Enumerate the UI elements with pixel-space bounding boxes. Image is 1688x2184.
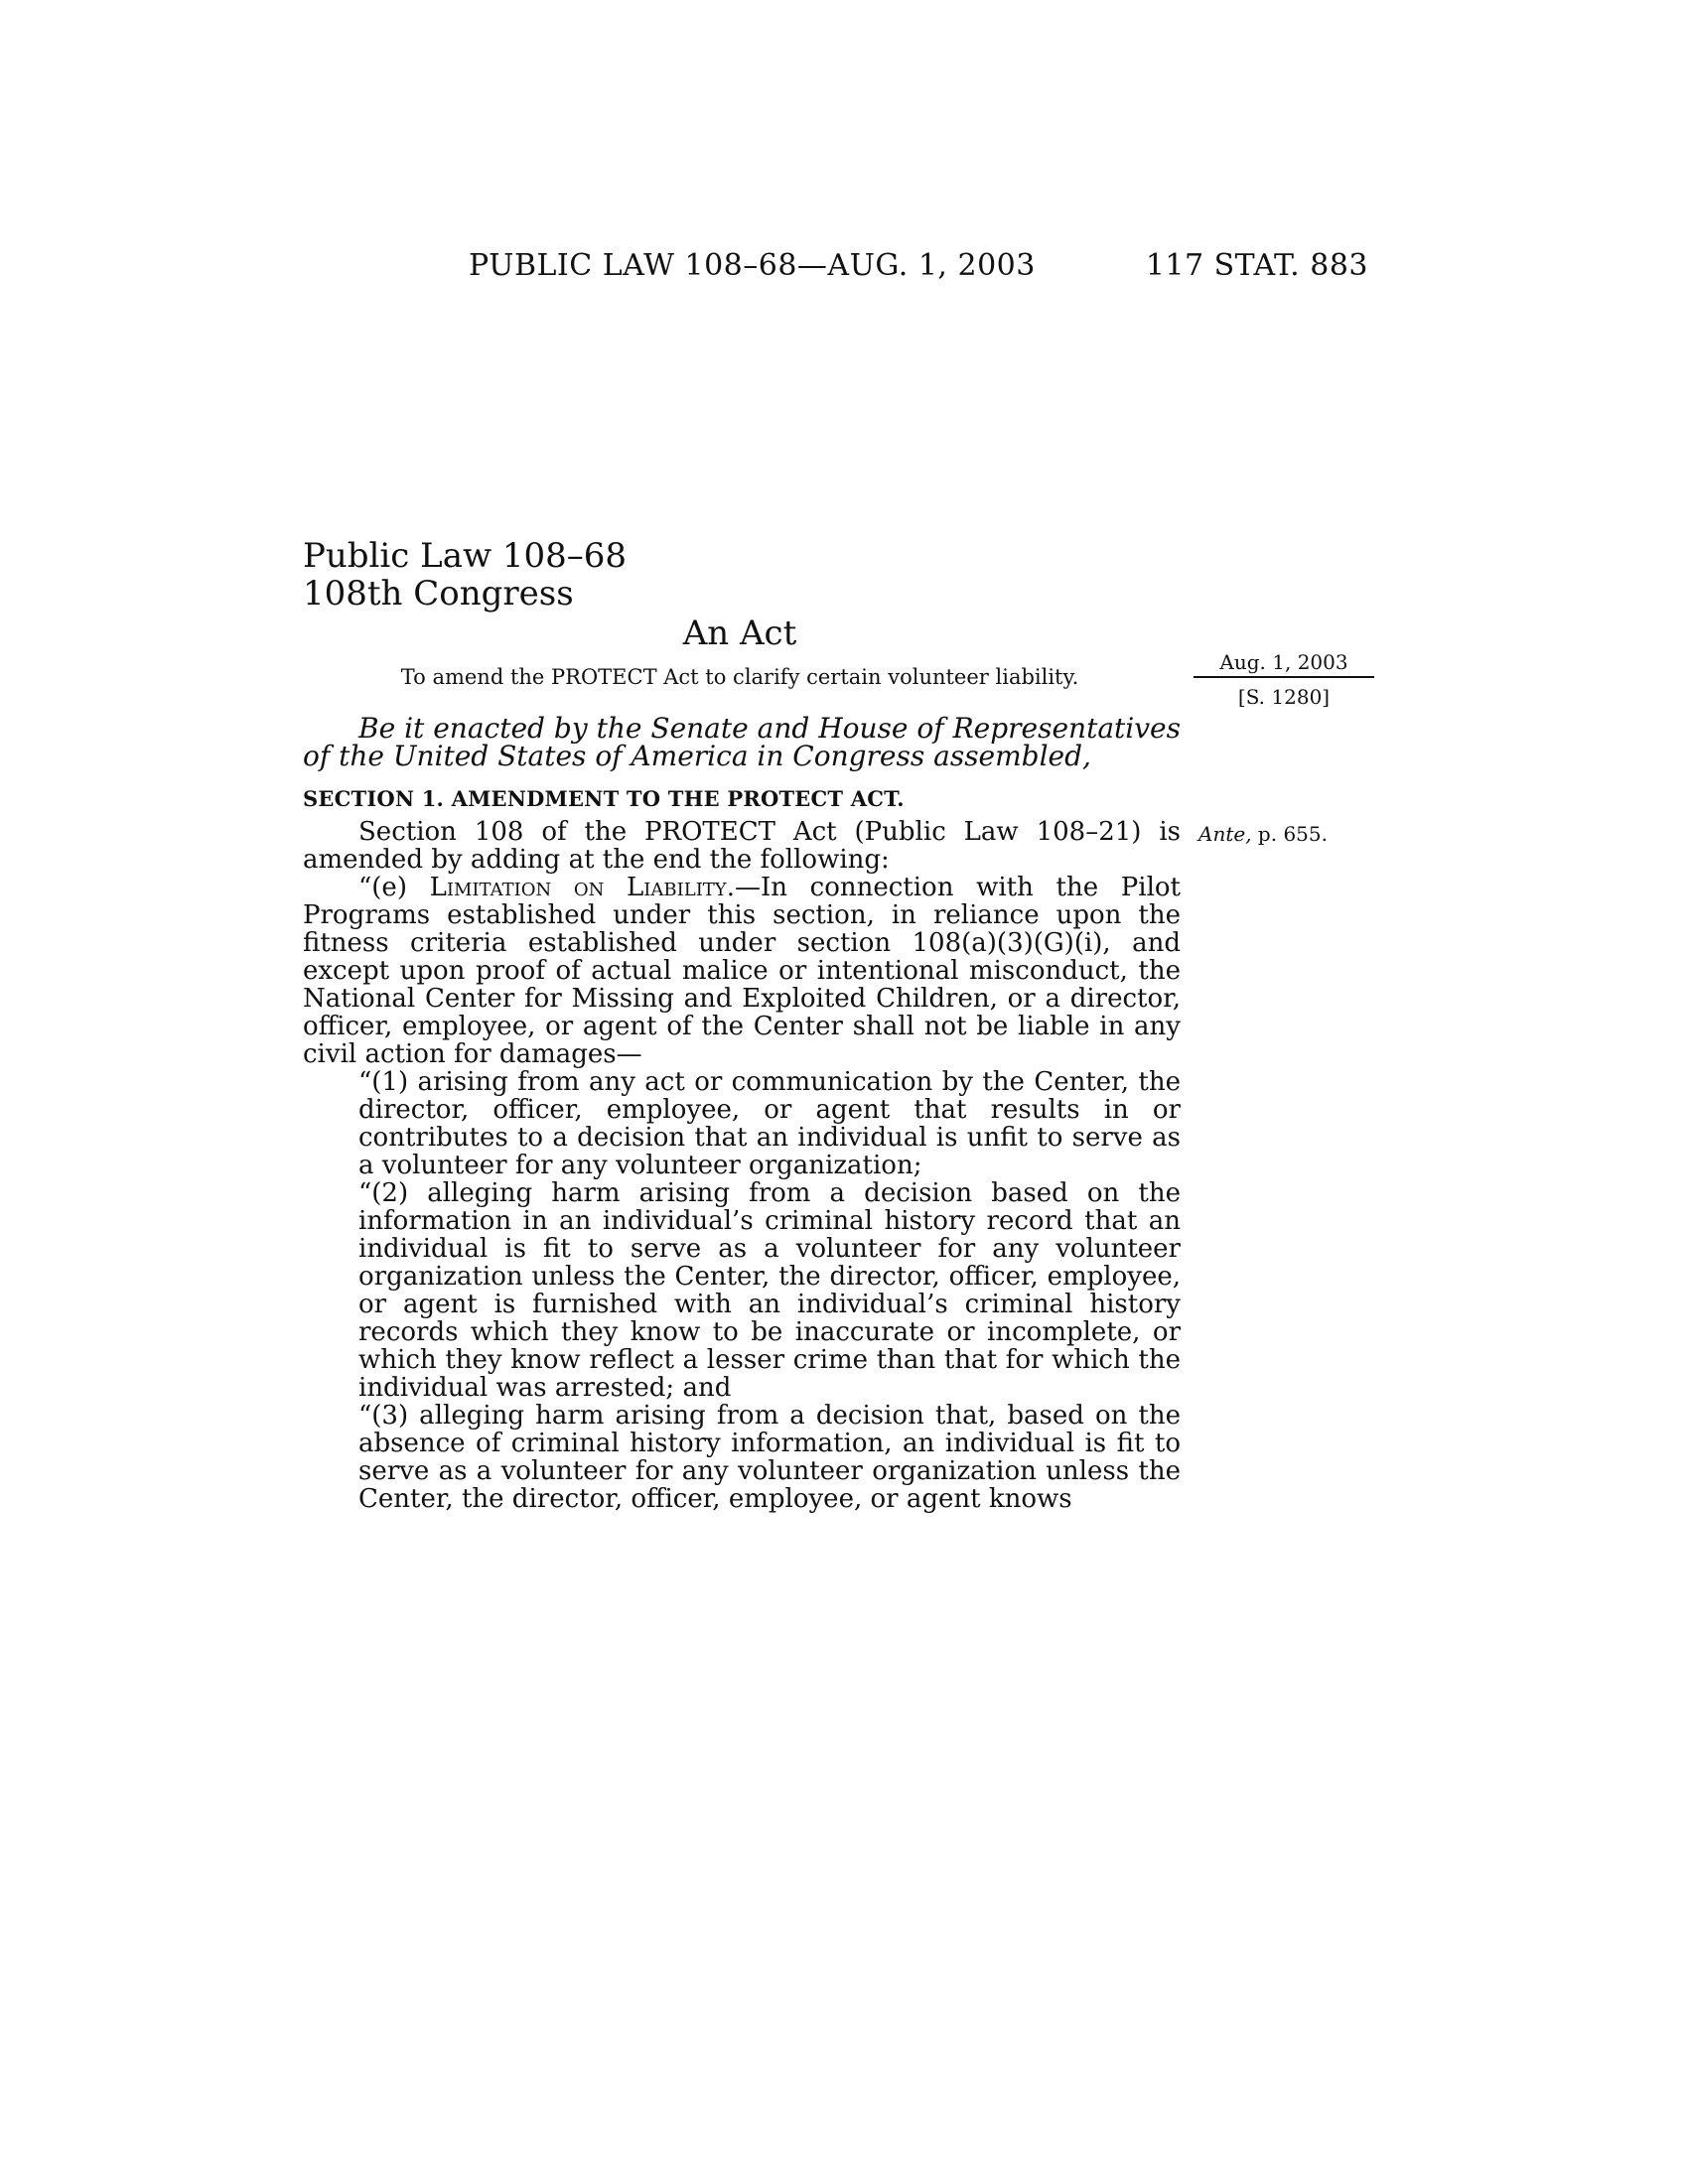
running-head-left: PUBLIC LAW 108–68—AUG. 1, 2003 [469, 248, 1036, 283]
congress-number: 108th Congress [303, 574, 574, 614]
subsection-e-label: “(e) [358, 873, 430, 902]
margin-note-ante-page: p. 655. [1251, 822, 1328, 846]
paragraph-2: “(2) alleging harm arising from a decision based on the information in an individual’s criminal history record that an individual is fit to serve as a volunteer for any volunteer organization unless the Center, the director, officer, employee, or agent is furnished with an individual’s criminal history records which they know to be inaccurate or incomplete, or which they know reflect a lesser crime than that for which the individual was arrested; and [358, 1178, 1181, 1403]
margin-note-ante [1198, 822, 1328, 846]
act-purpose: To amend the PROTECT Act to clarify certain volunteer liability. [400, 665, 1079, 689]
margin-note-bill-number: [S. 1280] [1237, 685, 1331, 709]
section-intro-paragraph: Section 108 of the PROTECT Act (Public Law 108–21) is amended by adding at the end the following: [303, 817, 1181, 875]
subsection-e-text: .—In connection with the Pilot Programs established under this section, in reliance upon the fitness criteria established under section 108(a)(3)(G)(i), and except upon proof of actual malice or intentional misconduct, the National Center for Missing and Exploited Children, or a director, officer, employee, or agent of the Center shall not be liable in any civil action for damages— [303, 873, 1181, 1069]
act-heading: An Act [682, 614, 797, 653]
margin-note-date: Aug. 1, 2003 [1194, 650, 1374, 678]
margin-note-ante-italic: Ante, [1198, 822, 1252, 846]
section-heading: SECTION 1. AMENDMENT TO THE PROTECT ACT. [303, 786, 905, 811]
law-number: Public Law 108–68 [303, 536, 628, 576]
enacting-clause: Be it enacted by the Senate and House of Representatives of the United States of America in Congress assembled, [303, 712, 1181, 772]
paragraph-1: “(1) arising from any act or communication by the Center, the director, officer, employee, or agent that results in or contributes to a decision that an individual is unfit to serve as a volunteer for any volunteer organization; [358, 1067, 1181, 1180]
subsection-e-caption: Limitation on Liability [429, 873, 727, 902]
paragraph-3: “(3) alleging harm arising from a decision that, based on the absence of criminal history information, an individual is fit to serve as a volunteer for any volunteer organization unless the Center, the director, officer, employee, or agent knows [358, 1401, 1181, 1514]
running-head-page-citation: 117 STAT. 883 [1145, 248, 1368, 283]
subsection-e-paragraph [303, 874, 1181, 1068]
